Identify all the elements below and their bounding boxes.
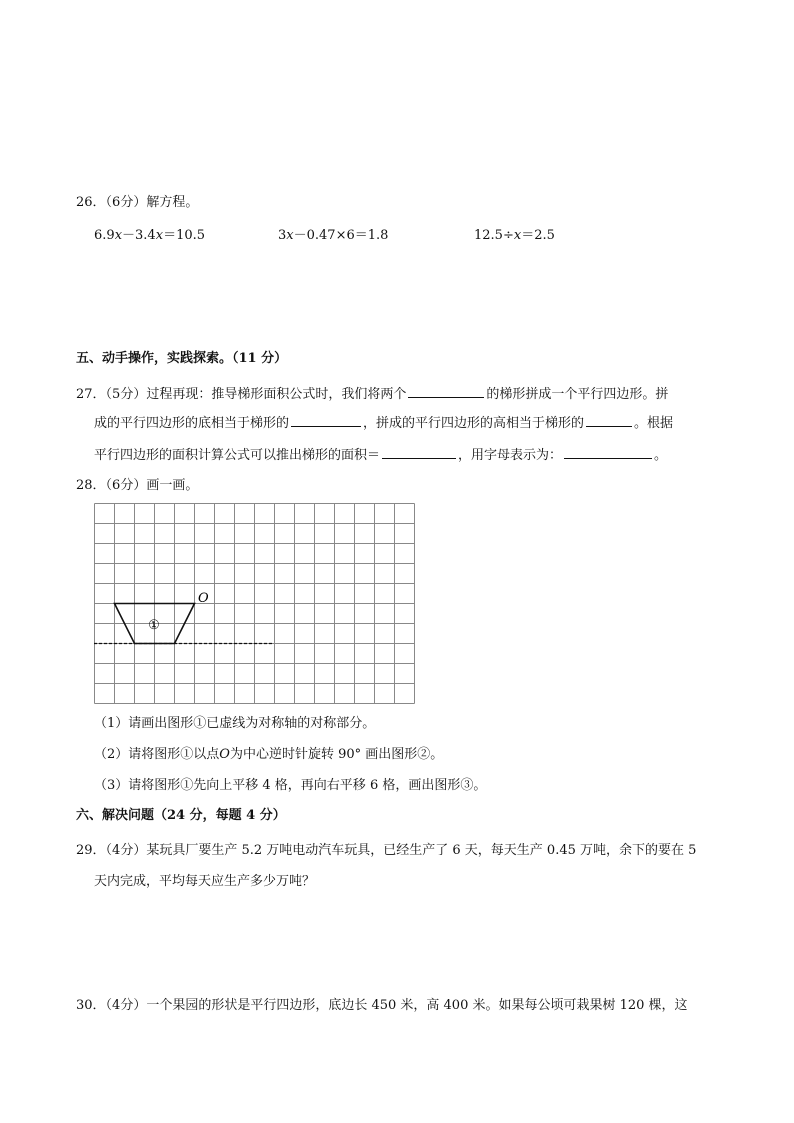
point-o-label: O <box>198 591 209 606</box>
q28-stem: 28．（6分）画一画。 <box>76 478 199 493</box>
q26-equation-3: 12.5÷x＝2.5 <box>474 228 555 243</box>
shape-1-label: ① <box>148 618 160 633</box>
q27-line-1: 27．（5分）过程再现：推导梯形面积公式时，我们将两个 的梯形拼成一个平行四边形。拼 <box>76 384 668 405</box>
q27-blank-1[interactable] <box>408 384 484 398</box>
drawing-grid[interactable] <box>94 503 416 705</box>
q27-blank-4[interactable] <box>382 445 456 459</box>
q27-line-3: 平行四边形的面积计算公式可以推出梯形的面积＝ ，用字母表示为： 。 <box>94 445 667 466</box>
q27-blank-2[interactable] <box>291 413 361 427</box>
q29-line-2: 天内完成，平均每天应生产多少万吨？ <box>94 874 316 889</box>
q26-equation-1: 6.9x－3.4x＝10.5 <box>94 228 206 243</box>
section-5-title: 五、动手操作，实践探索。（11 分） <box>76 351 288 366</box>
q26-stem: 26．（6分）解方程。 <box>76 195 199 210</box>
q28-sub-1: （1）请画出图形①已虚线为对称轴的对称部分。 <box>94 716 376 731</box>
section-6-title: 六、解决问题（24 分，每题 4 分） <box>76 808 286 823</box>
q28-sub-3: （3）请将图形①先向上平移 4 格，再向右平移 6 格，画出图形③。 <box>94 778 487 793</box>
q27-blank-5[interactable] <box>564 445 652 459</box>
q26-equation-2: 3x－0.47×6＝1.8 <box>278 228 389 243</box>
q27-line-2: 成的平行四边形的底相当于梯形的 ，拼成的平行四边形的高相当于梯形的 。根据 <box>94 413 673 434</box>
q27-blank-3[interactable] <box>586 413 632 427</box>
q29-line-1: 29．（4分）某玩具厂要生产 5.2 万吨电动汽车玩具，已经生产了 6 天，每天生产 0.45 万吨，余下的要在 5 <box>76 843 697 858</box>
q30-line-1: 30．（4分）一个果园的形状是平行四边形，底边长 450 米，高 400 米。如果每公顷可栽果树 120 棵，这 <box>76 998 688 1013</box>
q28-sub-2: （2）请将图形①以点O为中心逆时针旋转 90° 画出图形②。 <box>94 747 444 762</box>
